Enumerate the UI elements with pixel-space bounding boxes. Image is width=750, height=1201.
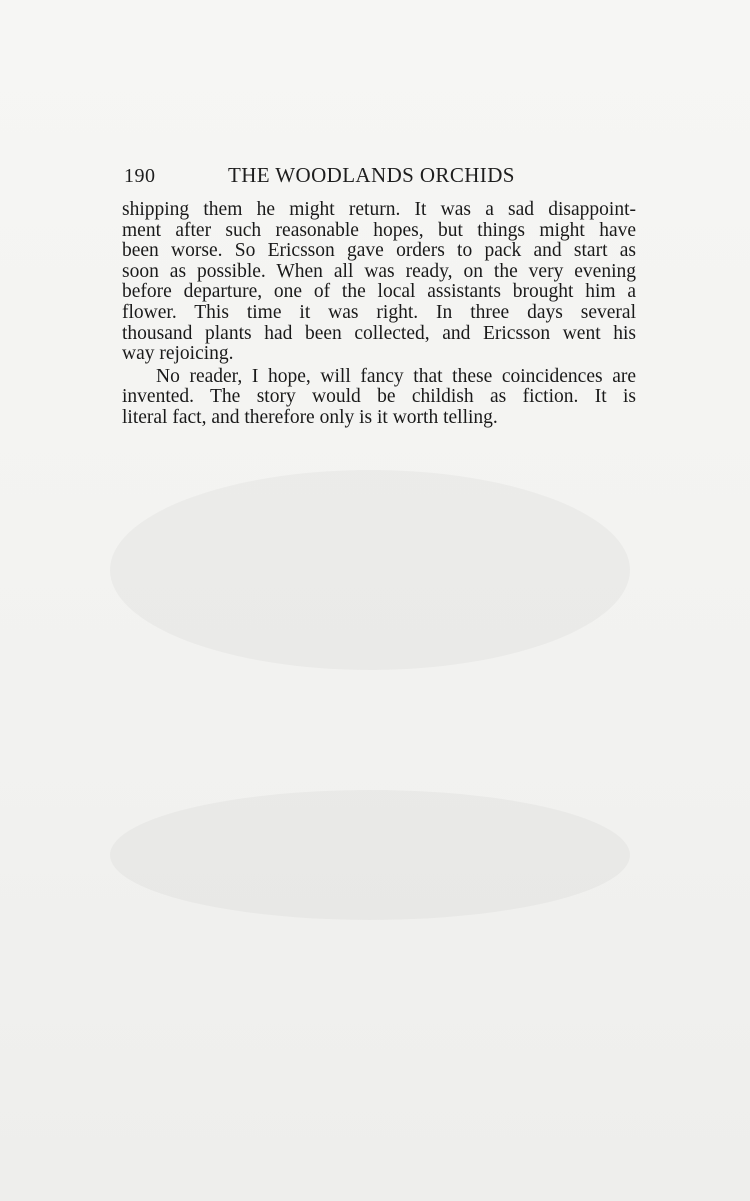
paragraph-1	[122, 200, 636, 365]
text-line: ment after such reasonable hopes, but things might have	[122, 219, 636, 241]
text-line: No reader, I hope, will fancy that these coincidences are	[156, 365, 636, 387]
show-through-shadow-lower	[110, 790, 630, 920]
text-line: thousand plants had been collected, and Ericsson went his	[122, 322, 636, 344]
text-line: been worse. So Ericsson gave orders to pack and start as	[122, 240, 636, 262]
body-text	[122, 200, 636, 429]
text-line: invented. The story would be childish as fiction. It is	[122, 386, 636, 408]
text-line: way rejoicing.	[122, 343, 234, 365]
running-title: THE WOODLANDS ORCHIDS	[228, 163, 515, 187]
show-through-shadow	[110, 470, 630, 670]
page-number: 190	[124, 165, 156, 187]
text-line: shipping them he might return. It was a sad disappoint-	[122, 199, 636, 220]
text-line: soon as possible. When all was ready, on the very evening	[122, 260, 636, 282]
text-line: literal fact, and therefore only is it worth telling.	[122, 406, 498, 428]
running-head	[122, 160, 642, 190]
text-line: flower. This time it was right. In three days several	[122, 301, 636, 323]
text-line: before departure, one of the local assistants brought him a	[122, 281, 636, 303]
paragraph-2	[122, 367, 636, 429]
